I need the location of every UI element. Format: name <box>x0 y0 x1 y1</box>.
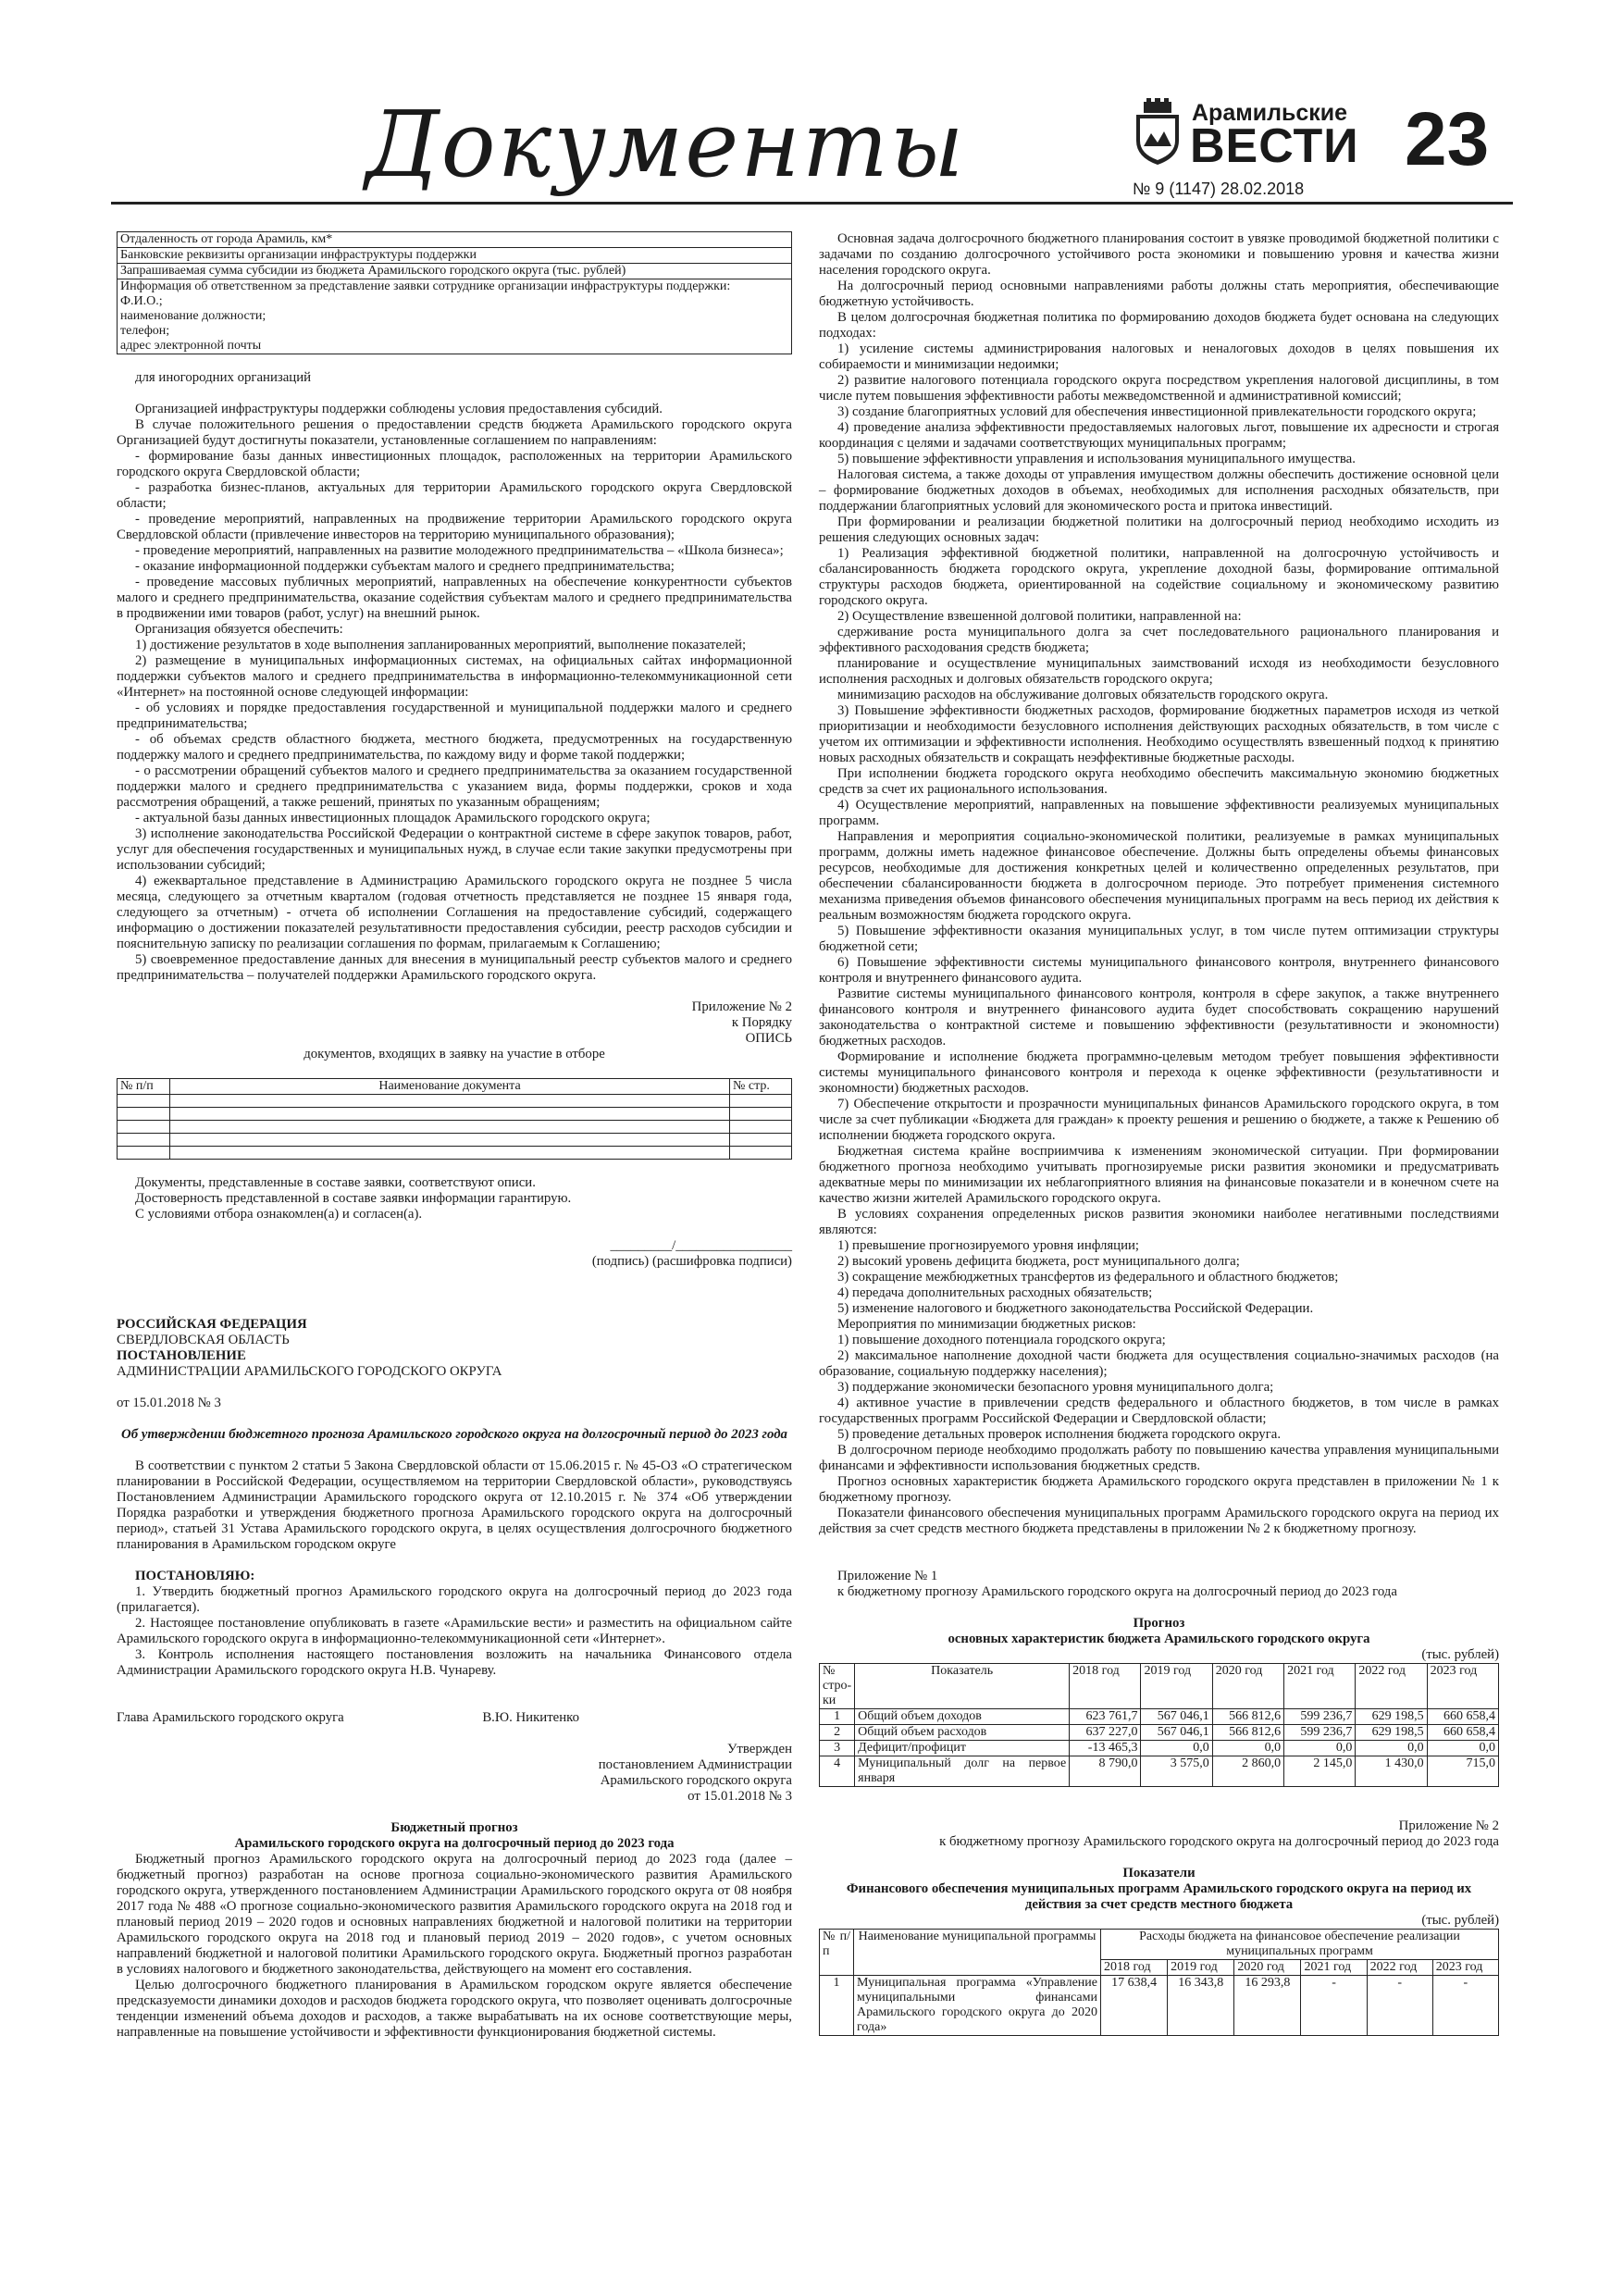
table-header-cell: 2021 год <box>1284 1664 1356 1709</box>
inventory-heading: ОПИСЬ <box>745 1031 792 1046</box>
left-column <box>117 231 792 2041</box>
table-cell <box>730 1108 792 1121</box>
paragraph: - об условиях и порядке предоставления государственной и муниципальной поддержки малого и среднего предпринимательства; <box>117 701 792 731</box>
table-cell: 623 761,7 <box>1070 1709 1141 1725</box>
paragraph: Основная задача долгосрочного бюджетного планирования состоит в увязке проводимой бюджетной политики с задачами по созданию долгосрочного устойчивого роста экономики и повышению уровня и качества жизни населения городского округа. <box>819 231 1499 278</box>
signer-post: Глава Арамильского городского округа <box>117 1710 344 1725</box>
forecast-subtitle: Арамильского городского округа на долгосрочный период до 2023 года <box>234 1836 675 1851</box>
table-row <box>118 1095 792 1108</box>
table-cell: 1 430,0 <box>1356 1756 1427 1787</box>
table-cell: - <box>1301 1976 1367 2036</box>
decree-issuer: АДМИНИСТРАЦИИ АРАМИЛЬСКОГО ГОРОДСКОГО ОКРУГА <box>117 1364 502 1379</box>
table-row <box>820 1709 1499 1725</box>
decree-country: РОССИЙСКАЯ ФЕДЕРАЦИЯ <box>117 1317 307 1332</box>
paragraph: Бюджетный прогноз Арамильского городского округа на долгосрочный период до 2023 года (далее – бюджетный прогноз) разработан на основе прогноза социально-экономического развития Арамильского городского округа, утвержденного постановлением Администрации Арамильского городского округа от 08 ноября 2017 года № 488 «О прогнозе социально-экономического развития Арамильского городского округа на 2018 год и плановый период 2019 – 2020 годов и основных направлениях бюджетной и налоговой политики на территории Арамильского городского округа на 2018 год и плановый период 2019 – 2020 годов», с учетом основных направлений бюджетной и налоговой политики Арамильского городского округа. Бюджетный прогноз разработан в условиях налогового и бюджетного законодательства, действующего на момент его составления. <box>117 1852 792 1977</box>
table-cell: 8 790,0 <box>1070 1756 1141 1787</box>
paragraph: 6) Повышение эффективности системы муниципального финансового контроля, внутреннего финансового контроля и внутреннего финансового аудита. <box>819 955 1499 986</box>
table-header-cell: Расходы бюджета на финансовое обеспечение реализации муниципальных программ <box>1101 1930 1499 1960</box>
closing-line: Документы, представленные в составе заявки, соответствуют описи. <box>135 1175 536 1190</box>
paragraph: 4) проведение анализа эффективности предоставляемых налоговых льгот, повышение их адресности и строгая координация с целями и задачами соответствующих муниципальных программ; <box>819 420 1499 451</box>
contact-field: Ф.И.О.; <box>120 294 163 308</box>
paragraph: 1) повышение доходного потенциала городского округа; <box>837 1333 1166 1347</box>
table-cell: 566 812,6 <box>1212 1709 1283 1725</box>
table-header-cell: 2023 год <box>1432 1960 1498 1976</box>
paragraph: 2) максимальное наполнение доходной части бюджета для осуществления социально-значимых расходов (на образование, социальную поддержку населения); <box>819 1348 1499 1379</box>
table-cell: 16 293,8 <box>1234 1976 1301 2036</box>
table-cell: 629 198,5 <box>1356 1709 1427 1725</box>
table-cell: 0,0 <box>1356 1741 1427 1756</box>
paragraph: 1) Реализация эффективной бюджетной политики, направленной на долгосрочную устойчивость и сбалансированность бюджета городского округа, укрепление доходной базы, формирование оптимальной структуры расходов бюджета, ориентированной на содействие социальному и экономическому развитию городского округа. <box>819 546 1499 608</box>
paragraph: 7) Обеспечение открытости и прозрачности муниципальных финансов Арамильского городского округа, в том числе за счет публикации «Бюджета для граждан» к проекту решения и решению о бюджете, а также к Решению об исполнении бюджета городского округа. <box>819 1097 1499 1143</box>
table-cell <box>118 1147 170 1160</box>
contact-intro: Информация об ответственном за представление заявки сотруднике организации инфраструктуры поддержки: <box>120 279 731 293</box>
paragraph: В целом долгосрочная бюджетная политика по формированию доходов бюджета будет основана на следующих подходах: <box>819 310 1499 341</box>
paragraph: сдерживание роста муниципального долга за счет последовательного рационального планирования и эффективного расходования средств бюджета; <box>819 625 1499 655</box>
table-cell: - <box>1367 1976 1432 2036</box>
table-header-row <box>820 1664 1499 1709</box>
paragraph: 5) повышение эффективности управления и использования муниципального имущества. <box>837 452 1356 466</box>
closing-line: С условиями отбора ознакомлен(а) и согласен(а). <box>135 1207 423 1222</box>
table-header-cell: 2020 год <box>1234 1960 1301 1976</box>
paragraph: 4) ежеквартальное представление в Администрацию Арамильского городского округа не позднее 5 числа месяца, следующего за отчетным кварталом (годовая отчетность представляется не позднее 15 января года, следующего за отчетным) - отчета об исполнении Соглашения на предоставление субсидий, содержащего информацию о достижении показателей результативности предоставления субсидии, реестр расходов субсидии и пояснительную записку по реализации соглашения по формам, прилагаемым к Соглашению; <box>117 874 792 951</box>
paragraph: При формировании и реализации бюджетной политики на долгосрочный период необходимо исходить из решения следующих основных задач: <box>819 515 1499 545</box>
inventory-table <box>117 1078 792 1160</box>
decree-item: 2. Настоящее постановление опубликовать в газете «Арамильские вести» и разместить на официальном сайте Арамильского городского округа в информационно-телекоммуникационной сети «Интернет». <box>117 1616 792 1646</box>
paragraph: Показатели финансового обеспечения муниципальных программ Арамильского городского округа на период их действия за счет средств местного бюджета представлены в приложении № 2 к бюджетному прогнозу. <box>819 1506 1499 1536</box>
table-header-cell: 2018 год <box>1101 1960 1168 1976</box>
paragraph: Организацией инфраструктуры поддержки соблюдены условия предоставления субсидий. <box>135 402 663 416</box>
city-emblem-icon <box>1131 98 1184 167</box>
paragraph: - об объемах средств областного бюджета, местного бюджета, предусмотренных на государственную поддержку малого и среднего предпринимательства, по каждому виду и форме такой поддержки; <box>117 732 792 763</box>
table-header-cell: Наименование документа <box>170 1079 730 1095</box>
contact-field: адрес электронной почты <box>120 339 262 353</box>
table-cell: 599 236,7 <box>1284 1709 1356 1725</box>
appendix2-label: Приложение № 2 <box>1398 1818 1499 1833</box>
table-cell: 567 046,1 <box>1141 1725 1212 1741</box>
signature-line: _________/_________________ <box>610 1238 792 1253</box>
paragraph: - разработка бизнес-планов, актуальных для территории Арамильского городского округа Свердловской области; <box>117 480 792 511</box>
table-row <box>820 1756 1499 1787</box>
signer-name: В.Ю. Никитенко <box>482 1710 579 1725</box>
paragraph: 3) Повышение эффективности бюджетных расходов, формирование бюджетных параметров исходя из четкой приоритизации и необходимости безусловного исполнения действующих расходных обязательств, в том числе с учетом их оптимизации и эффективности исполнения. Необходимо осуществлять взвешенный подход к принятию новых расходных обязательств и сокращать неэффективные бюджетные расходы. <box>819 703 1499 765</box>
table-cell: Муниципальная программа «Управление муниципальными финансами Арамильского городского округа до 2020 года» <box>854 1976 1101 2036</box>
table-cell <box>118 1095 170 1108</box>
table-cell: - <box>1432 1976 1498 2036</box>
paragraph: 1) усиление системы администрирования налоговых и неналоговых доходов в целях повышения их собираемости и минимизации недоимки; <box>819 341 1499 372</box>
paragraph: Прогноз основных характеристик бюджета Арамильского городского округа представлен в приложении № 1 к бюджетному прогнозу. <box>819 1474 1499 1505</box>
table-cell <box>118 1134 170 1147</box>
table-cell: 4 <box>820 1756 855 1787</box>
paragraph: 5) проведение детальных проверок исполнения бюджета городского округа. <box>837 1427 1282 1442</box>
paragraph: минимизацию расходов на обслуживание долговых обязательств городского округа. <box>837 688 1329 702</box>
table-header-cell: 2020 год <box>1212 1664 1283 1709</box>
closing-line: Достоверность представленной в составе заявки информации гарантирую. <box>135 1191 572 1206</box>
paragraph: Налоговая система, а также доходы от управления имуществом должны обеспечить достижение основной цели – формирование бюджетных доходов в объемах, необходимых для исполнения расходных обязательств, при поддержании благоприятных условий для экономического роста и притока инвестиций. <box>819 467 1499 514</box>
appendix2-ref: к Порядку <box>731 1015 792 1030</box>
paragraph: - проведение мероприятий, направленных на развитие молодежного предпринимательства – «Школа бизнеса»; <box>135 543 784 558</box>
paragraph: - формирование базы данных инвестиционных площадок, расположенных на территории Арамильского городского округа Свердловской области; <box>117 449 792 479</box>
table-row <box>118 248 792 264</box>
table-cell <box>730 1147 792 1160</box>
appendix2-ref: к бюджетному прогнозу Арамильского городского округа на долгосрочный период до 2023 года <box>939 1834 1499 1849</box>
table-cell: 629 198,5 <box>1356 1725 1427 1741</box>
table-cell: 599 236,7 <box>1284 1725 1356 1741</box>
table-header-row <box>820 1930 1499 1960</box>
paragraph: 3) поддержание экономически безопасного уровня муниципального долга; <box>837 1380 1274 1395</box>
table-cell: 660 658,4 <box>1427 1725 1498 1741</box>
table-cell <box>170 1134 730 1147</box>
paragraph: 2) развитие налогового потенциала городского округа посредством укрепления налоговой дисциплины, в том числе путем повышения эффективности работы межведомственной и административной комиссий; <box>819 373 1499 403</box>
forecast-title: Бюджетный прогноз <box>390 1820 518 1835</box>
paragraph: - актуальной базы данных инвестиционных площадок Арамильского городского округа; <box>135 811 650 825</box>
decree-type: ПОСТАНОВЛЕНИЕ <box>117 1348 246 1363</box>
table1-title: Прогноз <box>1133 1616 1185 1631</box>
paragraph: 2) Осуществление взвешенной долговой политики, направленной на: <box>837 609 1242 624</box>
right-column <box>819 231 1499 2036</box>
paragraph: Бюджетная система крайне восприимчива к изменениям экономической ситуации. При формировании бюджетного прогноза необходимо учитывать прогнозируемые риски развития экономики и предусматривать адекватные меры по минимизации их неблагоприятного влияния на финансовые показатели и в конечном счете на качество жизни жителей Арамильского городского округа. <box>819 1144 1499 1206</box>
paragraph: Организация обязуется обеспечить: <box>135 622 343 637</box>
table-cell: 0,0 <box>1212 1741 1283 1756</box>
unit-label: (тыс. рублей) <box>1421 1647 1499 1662</box>
table-cell: 16 343,8 <box>1168 1976 1234 2036</box>
paragraph: 4) активное участие в привлечении средств федерального и областного бюджетов, в том числе в рамках государственных программ Российской Федерации и Свердловской области; <box>819 1396 1499 1426</box>
approved-line: Арамильского городского округа <box>600 1773 792 1788</box>
table-cell: 637 227,0 <box>1070 1725 1141 1741</box>
appendix1-ref: к бюджетному прогнозу Арамильского городского округа на долгосрочный период до 2023 года <box>837 1584 1397 1599</box>
paragraph: - проведение мероприятий, направленных на продвижение территории Арамильского городского округа Свердловской области (привлечение инвесторов на территорию муниципального образования); <box>117 512 792 542</box>
table-cell <box>170 1121 730 1134</box>
contact-field: телефон; <box>120 324 170 338</box>
appendix1-label: Приложение № 1 <box>837 1569 938 1583</box>
table-header-cell: 2023 год <box>1427 1664 1498 1709</box>
table2-title: Показатели <box>1122 1866 1196 1880</box>
table-header-cell: 2019 год <box>1168 1960 1234 1976</box>
table-header-cell: № п/п <box>820 1930 854 1976</box>
logo-line1: Арамильские <box>1192 100 1348 126</box>
appendix2-label: Приложение № 2 <box>691 999 792 1014</box>
programs-funding-table <box>819 1929 1499 2036</box>
table-row <box>820 1976 1499 2036</box>
paragraph: Формирование и исполнение бюджета программно-целевым методом требует повышения эффективности системы муниципального финансового контроля и перехода к оценке эффективности (результативности и экономности) бюджетных расходов. <box>819 1049 1499 1096</box>
table-cell: 715,0 <box>1427 1756 1498 1787</box>
table-cell: -13 465,3 <box>1070 1741 1141 1756</box>
signer-row <box>117 1710 792 1726</box>
table-cell <box>170 1108 730 1121</box>
table-cell: Запрашиваемая сумма субсидии из бюджета Арамильского городского округа (тыс. рублей) <box>118 264 792 279</box>
table-cell: Общий объем доходов <box>855 1709 1070 1725</box>
table-cell <box>730 1095 792 1108</box>
paragraph: 3) исполнение законодательства Российской Федерации о контрактной системе в сфере закупок товаров, работ, услуг для обеспечения государственных и муниципальных нужд, в случае если такие закупки предусмотрены при использовании субсидий; <box>117 826 792 873</box>
paragraph: 4) передача дополнительных расходных обязательств; <box>837 1285 1153 1300</box>
paragraph: Развитие системы муниципального финансового контроля, контроля в сфере закупок, а также внутреннего финансового контроля и внутреннего финансового аудита будет способствовать сокращению нарушений законодательства о контрактной системе и повышению эффективности (результативности и экономности) бюджетных расходов. <box>819 987 1499 1049</box>
header-rule <box>111 202 1513 205</box>
table-cell <box>118 279 792 354</box>
paragraph: При исполнении бюджета городского округа необходимо обеспечить максимальную экономию бюджетных средств за счет их рационального использования. <box>819 766 1499 797</box>
resolve-heading: ПОСТАНОВЛЯЮ: <box>135 1569 255 1583</box>
paragraph: 5) Повышение эффективности оказания муниципальных услуг, в том числе путем оптимизации структуры бюджетной сети; <box>819 924 1499 954</box>
table-cell: 0,0 <box>1141 1741 1212 1756</box>
table-header-row <box>118 1079 792 1095</box>
approved-line: от 15.01.2018 № 3 <box>688 1789 792 1804</box>
table-cell: 2 860,0 <box>1212 1756 1283 1787</box>
paragraph: - о рассмотрении обращений субъектов малого и среднего предпринимательства за оказанием государственной поддержки малого и среднего предпринимательства с указанием вида, формы поддержки, сроков и хода рассмотрения обращений, а также решений, принятых по указанным обращениям; <box>117 763 792 810</box>
page-number: 23 <box>1405 97 1490 181</box>
footnote: для иногородних организаций <box>135 370 312 385</box>
table2-subtitle: Финансового обеспечения муниципальных программ Арамильского городского округа на период их действия за счет средств местного бюджета <box>846 1881 1472 1912</box>
paragraph: Направления и мероприятия социально-экономической политики, реализуемые в рамках муниципальных программ, должны иметь надежное финансовое обеспечение. Должны быть определены объемы финансовых ресурсов, необходимые для достижения конкретных целей и количественно определенных результатов, при обеспечении сбалансированности бюджета в долгосрочном периоде. Это потребует применения системного механизма приведения объемов финансового обеспечения муниципальных программ на весь период их действия к реальным возможностям бюджета городского округа. <box>819 829 1499 923</box>
paragraph: 3) создание благоприятных условий для обеспечения инвестиционной привлекательности городского округа; <box>837 404 1477 419</box>
paragraph: В случае положительного решения о предоставлении средств бюджета Арамильского городского округа Организацией будут достигнуты показатели, установленные соглашением по направлениям: <box>117 417 792 448</box>
paragraph: 5) своевременное предоставление данных для внесения в муниципальный реестр субъектов малого и среднего предпринимательства – получателей поддержки Арамильского городского округа. <box>117 952 792 983</box>
paragraph: Мероприятия по минимизации бюджетных рисков: <box>837 1317 1136 1332</box>
paragraph: Целью долгосрочного бюджетного планирования в Арамильском городском округе является обеспечение предсказуемости динамики доходов и расходов бюджета городского округа, что позволяет оценивать долгосрочные тенденции изменений объема доходов и расходов, а также вырабатывать на их основе соответствующие меры, направленные на повышение устойчивости и эффективности функционирования бюджетной системы. <box>117 1978 792 2040</box>
table-cell: 567 046,1 <box>1141 1709 1212 1725</box>
inventory-title: документов, входящих в заявку на участие в отборе <box>304 1047 605 1061</box>
table-cell <box>118 1121 170 1134</box>
decree-item: 3. Контроль исполнения настоящего постановления возложить на начальника Финансового отдела Администрации Арамильского городского округа Н.В. Чунареву. <box>117 1647 792 1678</box>
table-cell: Отдаленность от города Арамиль, км* <box>118 232 792 248</box>
table-header-cell: 2022 год <box>1367 1960 1432 1976</box>
paragraph: планирование и осуществление муниципальных заимствований исходя из необходимости безусловного исполнения расходных и долговых обязательств городского округа; <box>819 656 1499 687</box>
paragraph: 1) превышение прогнозируемого уровня инфляции; <box>837 1238 1140 1253</box>
table-cell: Дефицит/профицит <box>855 1741 1070 1756</box>
paragraph: 2) высокий уровень дефицита бюджета, рост муниципального долга; <box>837 1254 1240 1269</box>
table-header-cell: 2022 год <box>1356 1664 1427 1709</box>
table-header-cell: № п/п <box>118 1079 170 1095</box>
paragraph: - проведение массовых публичных мероприятий, направленных на обеспечение конкурентности субъектов малого и среднего предпринимательства, оказание содействия субъектам малого и среднего предпринимательства в продвижении ими товаров (работ, услуг) на внешний рынок. <box>117 575 792 621</box>
decree-date: от 15.01.2018 № 3 <box>117 1396 221 1410</box>
table-header-cell: 2018 год <box>1070 1664 1141 1709</box>
requisites-table <box>117 231 792 354</box>
table-header-cell: 2021 год <box>1301 1960 1367 1976</box>
table-cell: Общий объем расходов <box>855 1725 1070 1741</box>
table-cell: 2 <box>820 1725 855 1741</box>
decree-region: СВЕРДЛОВСКАЯ ОБЛАСТЬ <box>117 1333 290 1347</box>
table-cell: 0,0 <box>1427 1741 1498 1756</box>
paragraph: 3) сокращение межбюджетных трансфертов из федерального и областного бюджетов; <box>837 1270 1339 1285</box>
paragraph: 4) Осуществление мероприятий, направленных на повышение эффективности реализуемых муниципальных программ. <box>819 798 1499 828</box>
approved-line: Утвержден <box>726 1742 792 1756</box>
paragraph: - оказание информационной поддержки субъектам малого и среднего предпринимательства; <box>135 559 675 574</box>
table-header-cell: Наименование муниципальной программы <box>854 1930 1101 1976</box>
paragraph: 1) достижение результатов в ходе выполнения запланированных мероприятий, выполнение показателей; <box>135 638 747 652</box>
table-row <box>118 264 792 279</box>
newspaper-logo <box>1131 96 1376 173</box>
section-title: Документы <box>365 93 966 198</box>
table-cell <box>118 1108 170 1121</box>
table-cell <box>730 1121 792 1134</box>
table-cell: 17 638,4 <box>1101 1976 1168 2036</box>
unit-label: (тыс. рублей) <box>1421 1913 1499 1928</box>
table-header-cell: Показатель <box>855 1664 1070 1709</box>
paragraph: В условиях сохранения определенных рисков развития экономики наиболее негативными последствиями являются: <box>819 1207 1499 1237</box>
table-row <box>118 279 792 354</box>
table-row <box>820 1741 1499 1756</box>
table-header-cell: № стр. <box>730 1079 792 1095</box>
table-cell: 3 575,0 <box>1141 1756 1212 1787</box>
table-cell: 2 145,0 <box>1284 1756 1356 1787</box>
signature-caption: (подпись) (расшифровка подписи) <box>591 1254 792 1269</box>
decree-title: Об утверждении бюджетного прогноза Арамильского городского округа на долгосрочный период до 2023 года <box>121 1427 787 1442</box>
table-row <box>118 232 792 248</box>
paragraph: 2) размещение в муниципальных информационных системах, на официальных сайтах информационной поддержки субъектов малого и среднего предпринимательства в информационно-телекоммуникационной сети «Интернет» на постоянной основе следующей информации: <box>117 653 792 700</box>
table-cell: 660 658,4 <box>1427 1709 1498 1725</box>
paragraph: В долгосрочном периоде необходимо продолжать работу по повышению качества управления муниципальными финансами и эффективности использования бюджетных средств. <box>819 1443 1499 1473</box>
table-row <box>820 1725 1499 1741</box>
table-cell: Муниципальный долг на первое января <box>855 1756 1070 1787</box>
table-cell <box>730 1134 792 1147</box>
table-cell <box>170 1095 730 1108</box>
contact-field: наименование должности; <box>120 309 266 323</box>
budget-forecast-table <box>819 1663 1499 1787</box>
table-cell: 1 <box>820 1709 855 1725</box>
table-header-cell: № стро-ки <box>820 1664 855 1709</box>
table-cell: 3 <box>820 1741 855 1756</box>
paragraph: 5) изменение налогового и бюджетного законодательства Российской Федерации. <box>837 1301 1314 1316</box>
table-header-cell: 2019 год <box>1141 1664 1212 1709</box>
table-cell <box>170 1147 730 1160</box>
logo-line2: ВЕСТИ <box>1190 119 1359 173</box>
approved-line: постановлением Администрации <box>598 1757 792 1772</box>
table-row <box>118 1147 792 1160</box>
decree-item: 1. Утвердить бюджетный прогноз Арамильского городского округа на долгосрочный период до 2023 года (прилагается). <box>117 1584 792 1615</box>
table-row <box>118 1121 792 1134</box>
table1-subtitle: основных характеристик бюджета Арамильского городского округа <box>948 1632 1370 1646</box>
table-cell: Банковские реквизиты организации инфраструктуры поддержки <box>118 248 792 264</box>
paragraph: На долгосрочный период основными направлениями работы должны стать мероприятия, обеспечивающие бюджетную устойчивость. <box>819 279 1499 309</box>
table-cell: 0,0 <box>1284 1741 1356 1756</box>
issue-info: № 9 (1147) 28.02.2018 <box>1133 180 1305 198</box>
table-row <box>118 1108 792 1121</box>
table-cell: 566 812,6 <box>1212 1725 1283 1741</box>
table-cell: 1 <box>820 1976 854 2036</box>
table-row <box>118 1134 792 1147</box>
decree-preamble: В соответствии с пунктом 2 статьи 5 Закона Свердловской области от 15.06.2015 г. № 45-ОЗ «О стратегическом планировании в Российской Федерации, осуществляемом на территории Свердловской области», руководствуясь Постановлением Администрации Арамильского городского округа от 12.10.2015 г. № 374 «Об утверждении Порядка разработки и утверждения бюджетного прогноза Арамильского городского округа на долгосрочный период», статьей 31 Устава Арамильского городского округа, в целях осуществления долгосрочного бюджетного планирования в Арамильском городском округе <box>117 1458 792 1552</box>
